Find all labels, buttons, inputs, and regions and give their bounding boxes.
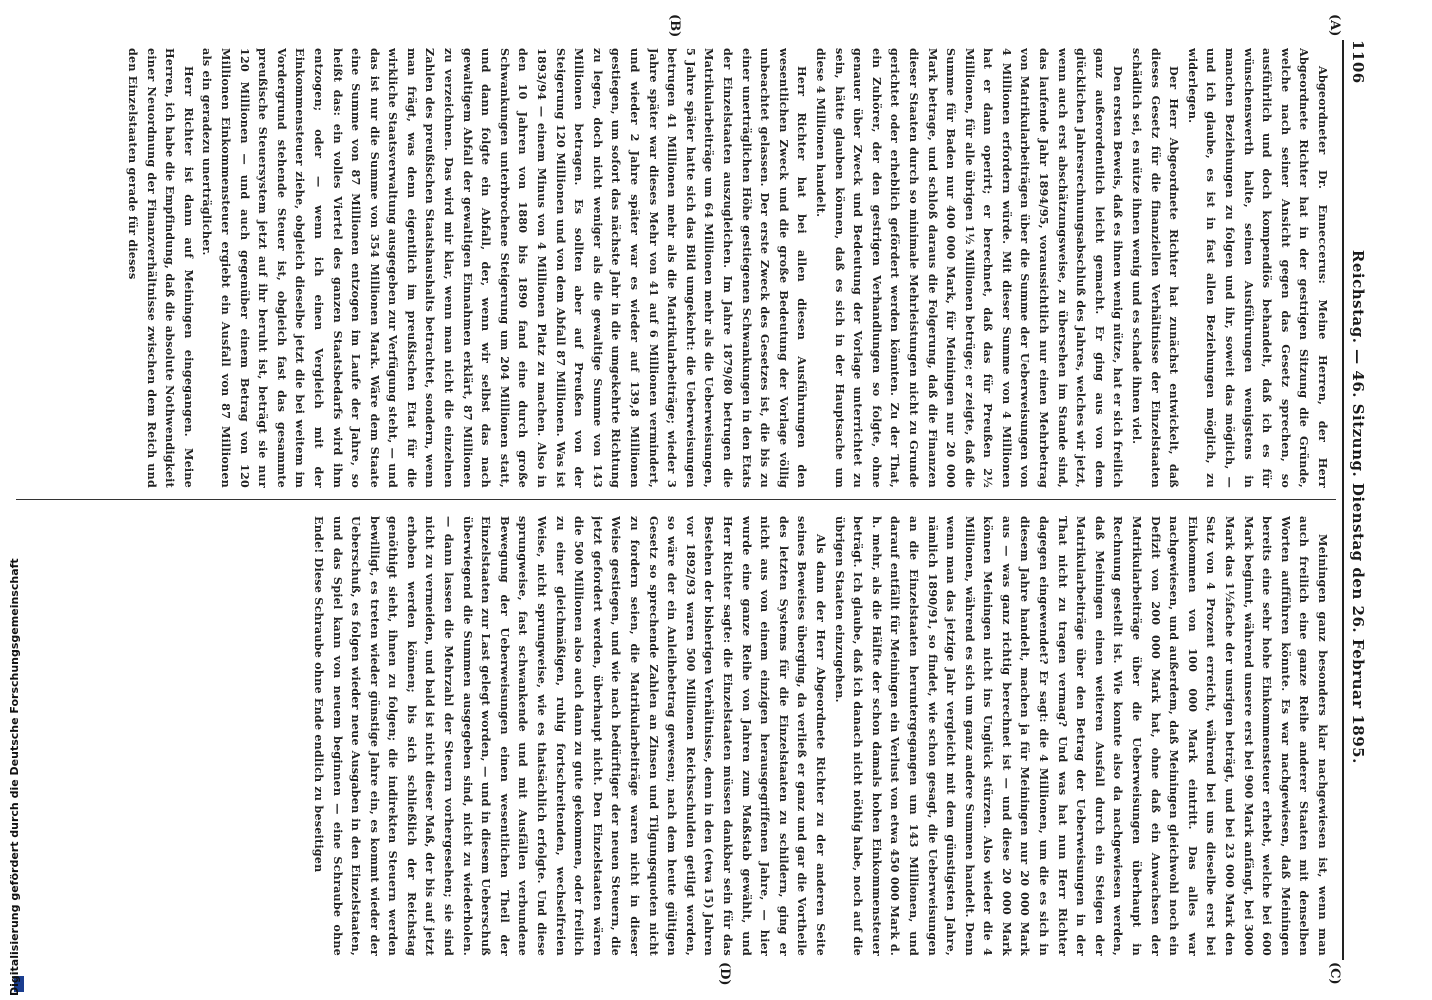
margin-mark-a: (A) xyxy=(1327,14,1342,37)
page-header xyxy=(1346,40,1370,960)
page-number: 1106 xyxy=(1349,40,1367,84)
header-rule xyxy=(1342,40,1344,960)
margin-mark-c: (C) xyxy=(1327,962,1342,985)
paragraph: Meiningen ganz besonders klar nachgewiesen ist, wenn man auch freilich eine ganze Reihe anderer Staaten mit denselben Worten aufführen könnte. Es war nachgewiesen, daß Meiningen bereits eine sehr hohe Einkommensteuer erhebt, welche bei 600 Mark beginnt, während unsere erst bei 900 Mark anfängt, bei 3000 Mark das 1½fache der unsrigen beträgt, und bei 23 000 Mark den Satz von 4 Prozent erreicht, während bei uns dieselbe erst bei Einkommen von 100 000 Mark eintritt. Das alles war nachgewiesen, und außerdem, daß Meiningen gleichwohl noch ein Defizit von 200 000 Mark hat, ohne daß ein Anwachsen der Matrikularbeiträge über die Ueberweisungen überhaupt in Rechnung gestellt ist. Wie konnte also da nachgewiesen werden, daß Meiningen einen weiteren Ausfall durch ein Steigen der Matrikularbeiträge über den Betrag der Ueberweisungen in der That nicht zu tragen vermag? Und was hat nun Herr Richter dagegen eingewendet? Er sagt: die 4 Millionen, um die es sich in diesem Jahre handelt, machen ja für Meiningen nur 20 000 Mark aus — was ganz richtig berechnet ist — und diese 20 000 Mark können Meiningen nicht ins Unglück stürzen. Also wieder die 4 Millionen, während es sich um ganz andere Summen handelt. Denn wenn man das jetzige Jahr vergleicht mit dem günstigsten Jahre, nämlich 1890/91, so findet, wie schon gesagt, die Ueberweisungen an die Einzelstaaten heruntergegangen um 143 Millionen, und darauf entfällt für Meiningen ein Verlust von etwa 450 000 Mark d. h. mehr, als die Hälfte der schon damals hohen Einkommensteuer beträgt. Ich glaube, daß ich danach nicht nöthig habe, noch auf die übrigen Staaten einzugehen. xyxy=(832,516,1330,956)
credit-text: Digitalisierung gefördert durch die Deutsche Forschungsgemeinschaft xyxy=(8,558,21,996)
page-title: Reichstag. — 46. Sitzung. Dienstag den 26. Februar 1895. xyxy=(1349,249,1367,764)
paragraph: Der Herr Abgeordnete Richter hat zunächst entwickelt, daß dieses Gesetz für die finanziellen Verhältnisse der Einzelstaaten schädlich sei, es nütze ihnen wenig und es schade ihnen viel. xyxy=(1130,48,1182,488)
paragraph: Abgeordneter Dr. Enneccerus: Meine Herren, der Herr Abgeordnete Richter hat in der gestrigen Sitzung die Gründe, welche nach seiner Ansicht gegen das Gesetz sprechen, so ausführlich und doch kompendiös behandelt, daß ich es für wünschenswerth halte, seinen Ausführungen wenigstens in manchen Beziehungen zu folgen und ihr, soweit das möglich, — und ich glaube, es ist in fast allen Beziehungen möglich, zu widerlegen. xyxy=(1185,48,1330,488)
column-divider xyxy=(16,499,1336,500)
text-column-right xyxy=(32,516,1332,956)
text-column-left xyxy=(32,48,1332,488)
paragraph: Als dann der Herr Abgeordnete Richter zu der anderen Seite seines Beweises überging, da verließ er ganz und gar die Vortheile des letzten Systems für die Einzelstaaten zu schildern, ging er nicht aus von einem einzigen herausgegriffenen Jahre, — hier wurde eine ganze Reihe von Jahren zum Maßstab gewählt, und Herr Richter sagte: die Einzelstaaten müssen dankbar sein für das Bestehen der bisherigen Verhältnisse, denn in den (etwa 15) Jahren vor 1892/93 waren 500 Millionen Reichsschulden getilgt worden, so wäre der ein Anleihebetrag gewesen; nach dem heute gültigen Gesetz so sprechende Zahlen an Zinsen und Tilgungsquoten nicht zu fordern seien, die Matrikularbeiträge waren nicht in dieser Weise gestiegen, und wie nach bedürftiger der neuen Steuern, die jetzt gefordert werden, überhaupt nicht. Den Einzelstaaten wären die 500 Millionen also auch dann zu gute gekommen, oder freilich zu einer gleichmäßigen, ruhig fortschreitenden, wechselfreien Weise, nicht sprungweise, wie es thatsächlich erfolgte. Und diese sprungweise, fast schwankende und mit Ausfällen verbundene Bewegung der Ueberweisungen einen wesentlichen Theil der Einzelstaaten zur Last gelegt worden, — und in diesem Ueberschuß überwiegend die Summen ausgegeben sind, nicht zu wiederholen. — dann lassen die Mehrzahl der Steuern vorhergesehen; sie sind nicht zu vermeiden, und bald ist nicht dieser Maß, der bis auf jetzt erhoben werden können; bis sich schließlich der Reichstag genöthigt sieht, ihnen zu folgen; die indirekten Steuern werden bewilligt, es treten wieder günstige Jahre ein, es kommt wieder der Ueberschuß, es folgen wieder neue Ausgaben in den Einzelstaaten, und das Spiel kann von neuem beginnen — eine Schraube ohne Ende! Diese Schraube ohne Ende endlich zu beseitigen xyxy=(311,516,828,956)
margin-mark-d: (D) xyxy=(717,962,732,986)
paragraph: Den ersten Beweis, daß es ihnen wenig nütze, hat er sich freilich ganz außerordentlich leicht gemacht. Er ging aus von dem glücklichen Jahresrechnungsabschluß des Jahres, welches wir jetzt, wenn auch erst abschätzungsweise, zu übersehen im Stande sind, das laufende Jahr 1894/95, voraussichtlich nur einen Mehrbetrag von Matrikularbeiträgen über die Summe der Ueberweisungen von 4 Millionen erfordern würde. Mit dieser Summe von 4 Millionen hat er dann operirt; er berechnet, daß das für Preußen 2½ Millionen, für alle übrigen 1½ Millionen betrüge; er zeigte, daß die Summe für Baden nur 400 000 Mark, für Meiningen nur 20 000 Mark betrage, und schloß daraus die Folgerung, daß die Finanzen dieser Staaten durch so minimale Mehrleistungen nicht zu Grunde gerichtet oder erheblich gefördert werden könnten. Zu der That, ein Zuhörer, der den gestrigen Verhandlungen so folgte, ohne genauer über Zweck und Bedeutung der Vorlage unterrichtet zu sein, hätte glauben können, daß es sich in der Hauptsache um diese 4 Millionen handelt. xyxy=(813,48,1126,488)
paragraph: Herr Richter hat bei allen diesen Ausführungen den wesentlichen Zweck und die große Bedeutung der Vorlage völlig unbeachtet gelassen. Der erste Zweck des Gesetzes ist, die bis zu einer unerträglichen Höhe gestiegenen Schwankungen in den Etats der Einzelstaaten auszugleichen. Im Jahre 1879/80 betrugen die Matrikularbeiträge um 64 Millionen mehr als die Ueberweisungen, 5 Jahre später hatte sich das Bild umgekehrt: die Ueberweisungen betrugen 41 Millionen mehr als die Matrikularbeiträge; wieder 3 Jahre später war dieses Mehr von 41 auf 6 Millionen vermindert, und wieder 2 Jahre später war es wieder auf 139,8 Millionen gestiegen, um sofort das nächste Jahr in die umgekehrte Richtung zu legen, doch nicht weniger als die gewaltige Summe von 143 Millionen betragen. Es sollten aber auf Preußen von der Steigerung 120 Millionen und von dem Abfall 87 Millionen. Was ist 1893/94 — einem Minus von 4 Millionen Platz zu machen. Also in den 10 Jahren von 1880 bis 1890 fand eine durch große Schwankungen unterbrochene Steigerung um 204 Millionen statt, und dann folgte ein Abfall, der, wenn wir selbst das nach gewaltigem Abfall der gewaltigen Einnahmen erklärt, 87 Millionen zu verzeichnen. Das wird mir klar, wenn man nicht die einzelnen Zahlen des preußischen Staatshaushalts betrachtet, sondern, wenn man frägt, was denn eigentlich im preußischen Etat für die wirkliche Staatsverwaltung ausgegeben zur Verfügung steht, — und das ist nur die Summe von 354 Millionen Mark. Wäre dem Staate eine Summe von 87 Millionen entzogen im Laufe der Jahre, so heißt das: ein volles Viertel des ganzen Staatsbedarfs wird ihm entzogen; oder — wenn ich einen Vergleich mit der Einkommensteuer ziehe, obgleich dieselbe jetzt die bei weitem im Vordergrund stehende Steuer ist, obgleich fast das gesammte preußische Steuersystem jetzt auf ihr beruht ist, beträgt sie nur 120 Millionen — und auch gegenüber einem Betrag von 120 Millionen Einkommensteuer ergiebt ein Ausfall von 87 Millionen als ein geradezu unerträglicher. xyxy=(200,48,810,488)
margin-mark-b: (B) xyxy=(667,14,682,38)
paragraph: Herr Richter ist dann auf Meiningen eingegangen. Meine Herren, ich habe die Empfindung, daß die absolute Nothwendigkeit einer Neuordnung der Finanzverhältnisse zwischen dem Reich und den Einzelstaaten gerade für dieses xyxy=(126,48,196,488)
